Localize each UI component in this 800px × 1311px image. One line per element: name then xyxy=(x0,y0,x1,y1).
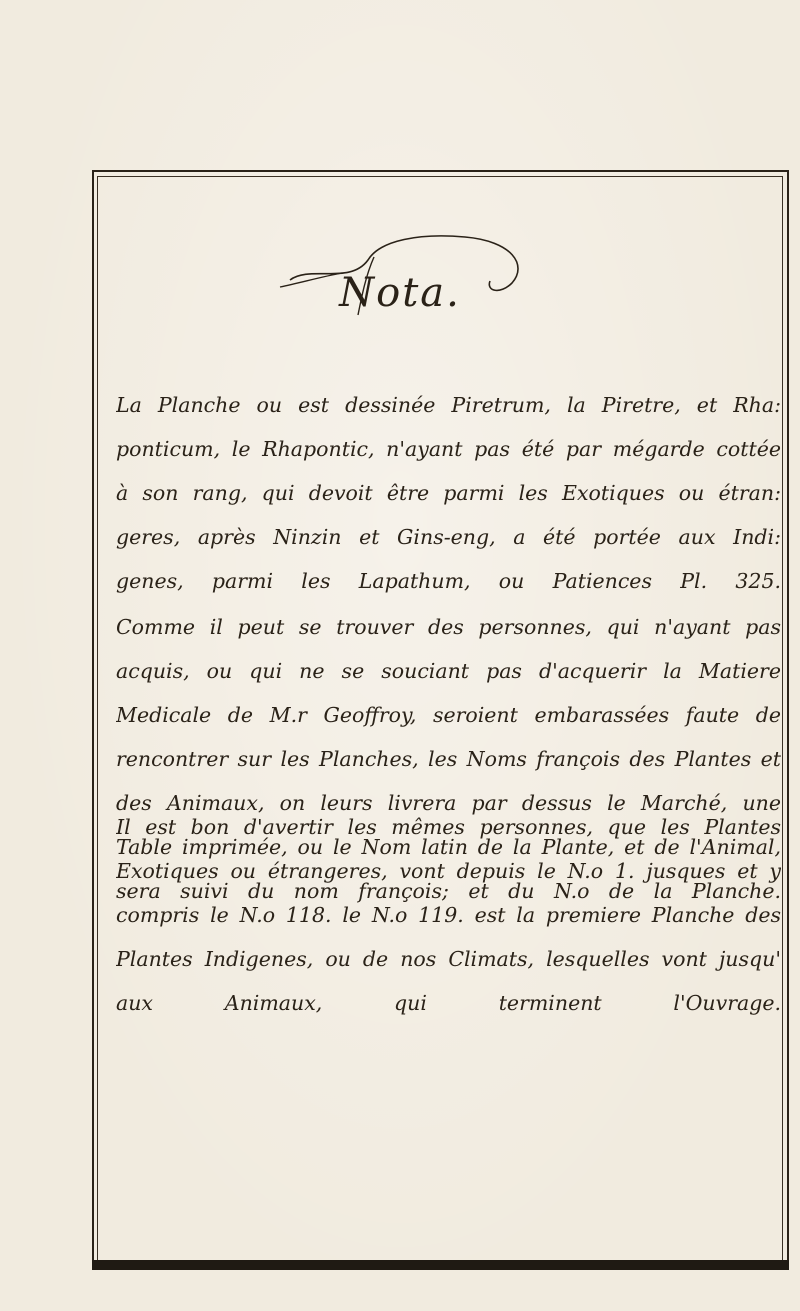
text-line: rencontrer sur les Planches, les Noms françois des Plantes et xyxy=(116,747,781,771)
paragraph-1 xyxy=(116,383,781,603)
text-line: acquis, ou qui ne se souciant pas d'acquerir la Matiere xyxy=(116,659,781,683)
text-line: Medicale de M.r Geoffroy, seroient embarassées faute de xyxy=(116,703,781,727)
text-line: Plantes Indigenes, ou de nos Climats, lesquelles vont jusqu' xyxy=(116,947,781,971)
text-line: Il est bon d'avertir les mêmes personnes, que les Plantes xyxy=(116,815,781,839)
text-line: genes, parmi les Lapathum, ou Patiences Pl. 325. xyxy=(116,569,781,593)
text-line: geres, après Ninzin et Gins-eng, a été portée aux Indi: xyxy=(116,525,781,549)
text-line: des Animaux, on leurs livrera par dessus le Marché, une xyxy=(116,791,781,815)
text-line: Table imprimée, ou le Nom latin de la Plante, et de l'Animal, xyxy=(116,835,781,859)
paragraph-3 xyxy=(116,805,781,1025)
text-line: Comme il peut se trouver des personnes, qui n'ayant pas xyxy=(116,615,781,639)
page-title: Nota. xyxy=(339,270,461,316)
text-line: à son rang, qui devoit être parmi les Exotiques ou étran: xyxy=(116,481,781,505)
bottom-rule xyxy=(92,1260,789,1270)
text-line: La Planche ou est dessinée Piretrum, la Piretre, et Rha: xyxy=(116,393,781,417)
text-line: sera suivi du nom françois; et du N.o de la Planche. xyxy=(116,879,781,903)
text-line: compris le N.o 118. le N.o 119. est la premiere Planche des xyxy=(116,903,781,927)
text-line: aux Animaux, qui terminent l'Ouvrage. xyxy=(116,991,781,1015)
text-line: Exotiques ou étrangeres, vont depuis le N.o 1. jusques et y xyxy=(116,859,781,883)
text-line: ponticum, le Rhapontic, n'ayant pas été par mégarde cottée xyxy=(116,437,781,461)
